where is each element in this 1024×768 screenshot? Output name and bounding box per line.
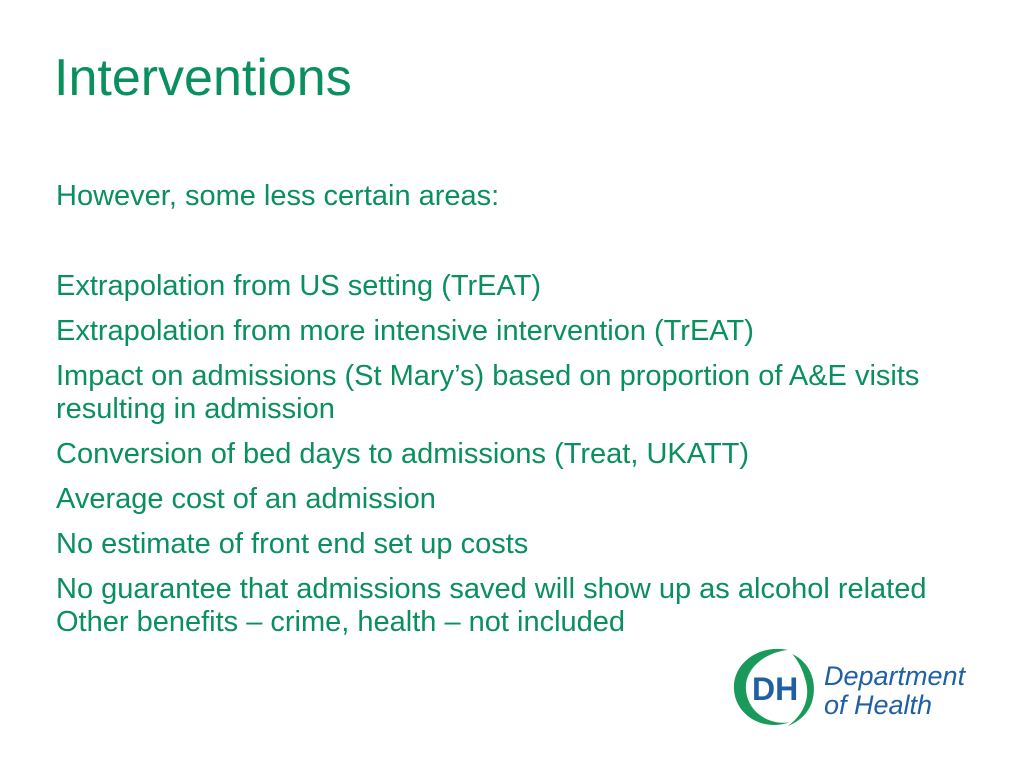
list-item: No guarantee that admissions saved will show up as alcohol related <box>56 573 927 605</box>
dh-roundel-icon <box>728 642 820 732</box>
list-item: Extrapolation from more intensive intervention (TrEAT) <box>56 315 754 347</box>
logo-monogram: DH <box>752 671 799 707</box>
bullet-list <box>56 270 936 651</box>
logo-line-1: Department <box>824 661 966 691</box>
list-item: Other benefits – crime, health – not included <box>56 606 626 638</box>
list-item: Impact on admissions (St Mary’s) based on proportion of A&E visits resulting in admission <box>56 360 920 425</box>
logo-wordmark <box>824 662 965 720</box>
list-item: Average cost of an admission <box>56 483 436 515</box>
department-of-health-logo <box>728 642 988 732</box>
intro-text: However, some less certain areas: <box>56 180 500 212</box>
list-item: No estimate of front end set up costs <box>56 528 529 560</box>
list-item: Conversion of bed days to admissions (Treat, UKATT) <box>56 438 750 470</box>
logo-line-2: of Health <box>824 690 933 720</box>
slide-title: Interventions <box>54 49 352 107</box>
list-item: Extrapolation from US setting (TrEAT) <box>56 270 542 302</box>
